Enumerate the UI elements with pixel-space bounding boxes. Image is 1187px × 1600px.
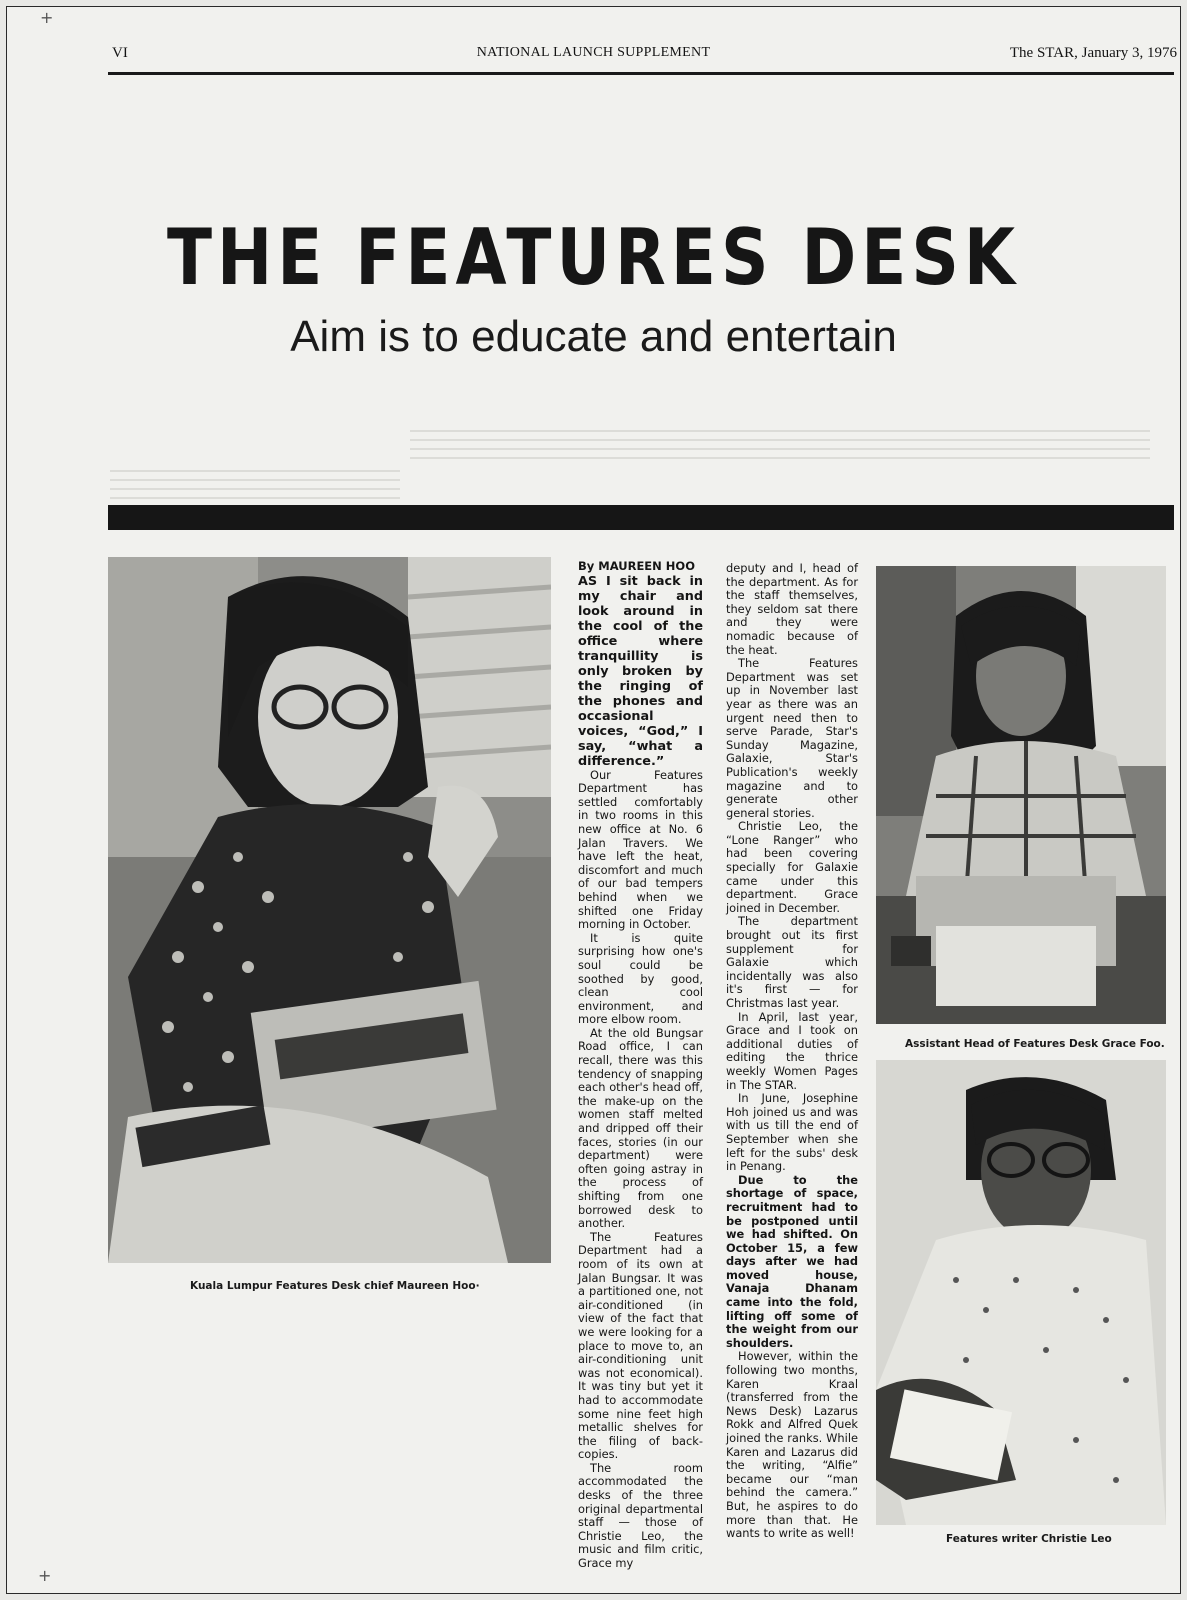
- photo-maureen-hoo-image: [108, 557, 551, 1263]
- photo-maureen-hoo: [108, 557, 551, 1263]
- article-paragraph: Due to the shortage of space, recruitment had to be postponed until we had shifted. On October 15, a few days after we had moved house, Vanaja Dhanam came into the fold, lifting off some of the weight from our shoulders.: [726, 1172, 858, 1350]
- subheadline: Aim is to educate and entertain: [290, 312, 897, 361]
- photo-grace-foo: [876, 566, 1166, 1024]
- photo-grace-foo-image: [876, 566, 1166, 1024]
- header-rule: [108, 72, 1174, 75]
- page-number: VI: [112, 45, 128, 61]
- article-paragraph: At the old Bungsar Road office, I can recall, there was this tendency of snapping each other's head off, the make-up on the women staff melted and dripped off their faces, stories (in our department) were often going astray in the process of shifting from one borrowed desk to another.: [578, 1025, 703, 1231]
- photo-christie-leo-image: [876, 1060, 1166, 1525]
- headline: THE FEATURES DESK: [166, 212, 1021, 303]
- caption-main-photo: Kuala Lumpur Features Desk chief Maureen Hoo·: [190, 1280, 480, 1292]
- show-through-band: [410, 430, 1150, 460]
- caption-right-top-photo: Assistant Head of Features Desk Grace Foo.: [905, 1038, 1165, 1050]
- article-column-2: [726, 562, 858, 1541]
- article-paragraph: deputy and I, head of the department. As for the staff themselves, they seldom sat there and they were nomadic because of the heat.: [726, 561, 858, 657]
- dateline: The STAR, January 3, 1976: [1009, 45, 1177, 61]
- section-rule: [108, 505, 1174, 530]
- article-paragraph: The department brought out its first supplement for Galaxie which incidentally was also it's first — for Christmas last year.: [726, 914, 858, 1010]
- article-lead-paragraph: AS I sit back in my chair and look around in the cool of the office where tranquillity is only broken by the ringing of the phones and occasional voices, “God,” I say, “what a difference.”: [578, 573, 703, 769]
- article-paragraph: Christie Leo, the “Lone Ranger” who had been covering specially for Galaxie came under this department. Grace joined in December.: [726, 819, 858, 915]
- article-paragraph: However, within the following two months, Karen Kraal (transferred from the News Desk) Lazarus Rokk and Alfred Quek joined the ranks. While Karen and Lazarus did the writing, “Alfie” became our “man behind the camera.” But, he aspires to do more than that. He wants to write as well!: [726, 1349, 858, 1541]
- crop-mark-bottom: +: [38, 1566, 52, 1585]
- article-paragraph: It is quite surprising how one's soul could be soothed by good, clean cool environment, and more elbow room.: [578, 930, 703, 1027]
- article-paragraph: The Features Department had a room of its own at Jalan Bungsar. It was a partitioned one, not air-conditioned (in view of the fact that we were looking for a place to move to, an air-conditioning unit was not economical). It was tiny but yet it had to accommodate some nine feet high metallic shelves for the filing of back-copies.: [578, 1229, 703, 1462]
- byline: By MAUREEN HOO: [578, 559, 695, 573]
- article-paragraph: In April, last year, Grace and I took on additional duties of editing the thrice weekly Women Pages in The STAR.: [726, 1009, 858, 1092]
- photo-christie-leo: [876, 1060, 1166, 1525]
- article-paragraph: The Features Department was set up in November last year as there was an urgent need then to serve Parade, Star's Sunday Magazine, Galaxie, Star's Publication's weekly magazine and to generate other general stories.: [726, 656, 858, 820]
- crop-mark-top: +: [40, 8, 54, 27]
- caption-right-bottom-photo: Features writer Christie Leo: [946, 1533, 1112, 1545]
- article-paragraph: In June, Josephine Hoh joined us and was with us till the end of September when she left for the subs' desk in Penang.: [726, 1091, 858, 1174]
- article-column-1: [578, 560, 703, 1571]
- show-through-band-left: [110, 470, 400, 500]
- section-title: NATIONAL LAUNCH SUPPLEMENT: [476, 45, 711, 60]
- article-paragraph: Our Features Department has settled comfortably in two rooms in this new office at No. 6 Jalan Travers. We have left the heat, discomfort and much of our bad tempers behind when we shifted one Friday morning in October.: [578, 767, 703, 932]
- article-paragraph: The room accommodated the desks of the three original departmental staff — those of Christie Leo, the music and film critic, Grace my: [578, 1460, 703, 1571]
